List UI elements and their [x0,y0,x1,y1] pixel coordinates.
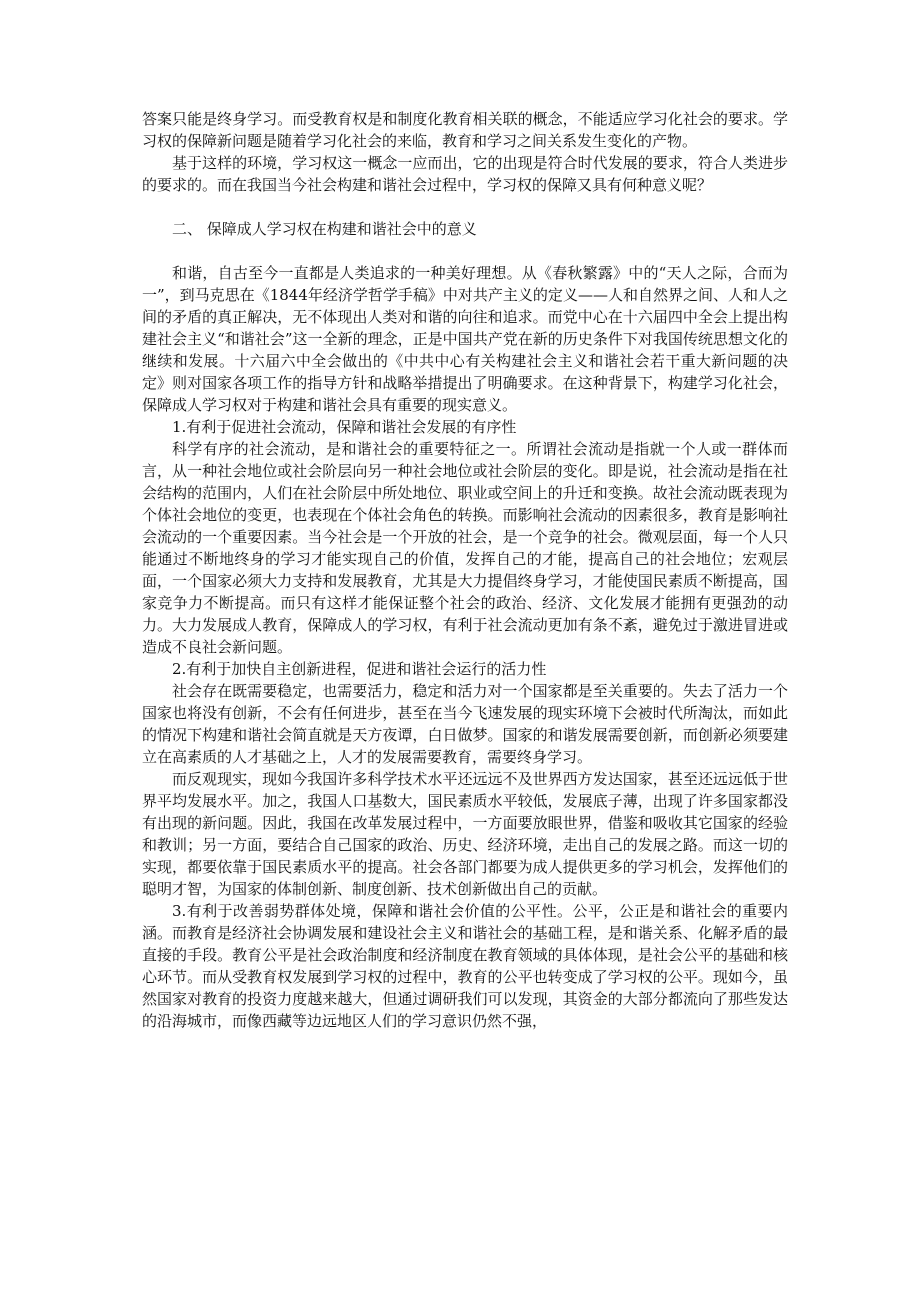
paragraph-innovation-b: 而反观现实，现如今我国许多科学技术水平还远远不及世界西方发达国家，甚至还远远低于世界平均发展水平。加之，我国人口基数大，国民素质水平较低，发展底子薄，出现了许多国家都没有出现的新问题。因此，我国在改革发展过程中，一方面要放眼世界，借鉴和吸收其它国家的经验和教训；另一方面，要结合自己国家的政治、历史、经济环境，走出自己的发展之路。而这一切的实现，都要依靠于国民素质水平的提高。社会各部门都要为成人提供更多的学习机会，发挥他们的聪明才智，为国家的体制创新、制度创新、技术创新做出自己的贡献。 [142,770,788,898]
subheading-1: 1.有利于促进社会流动，保障和谐社会发展的有序性 [172,418,517,436]
paragraph-social-mobility: 科学有序的社会流动，是和谐社会的重要特征之一。所谓社会流动是指就一个人或一群体而言，从一种社会地位或社会阶层向另一种社会地位或社会阶层的变化。即是说，社会流动是指在社会结构的范围内，人们在社会阶层中所处地位、职业或空间上的升迁和变换。故社会流动既表现为个体社会地位的变更，也表现在个体社会角色的转换。而影响社会流动的因素很多，教育是影响社会流动的一个重要因素。当今社会是一个开放的社会，是一个竞争的社会。微观层面，每一个人只能通过不断地终身的学习才能实现自己的价值，发挥自己的才能，提高自己的社会地位；宏观层面，一个国家必须大力支持和发展教育，尤其是大力提倡终身学习，才能使国民素质不断提高，国家竞争力不断提高。而只有这样才能保证整个社会的政治、经济、文化发展才能拥有更强劲的动力。大力发展成人教育，保障成人的学习权，有利于社会流动更加有条不紊，避免过于激进冒进或造成不良社会新问题。 [142,440,788,656]
section-heading: 二、 保障成人学习权在构建和谐社会中的意义 [172,220,477,238]
subheading-2: 2.有利于加快自主创新进程，促进和谐社会运行的活力性 [172,660,547,678]
paragraph-fairness: 3.有利于改善弱势群体处境，保障和谐社会价值的公平性。公平，公正是和谐社会的重要内涵。而教育是经济社会协调发展和建设社会主义和谐社会的基础工程，是和谐关系、化解矛盾的最直接的手段。教育公平是社会政治制度和经济制度在教育领域的具体体现，是社会公平的基础和核心环节。而从受教育权发展到学习权的过程中，教育的公平也转变成了学习权的公平。现如今，虽然国家对教育的投资力度越来越大，但通过调研我们可以发现，其资金的大部分都流向了那些发达的沿海城市，而像西藏等边远地区人们的学习意识仍然不强， [142,902,788,1030]
paragraph-innovation-a: 社会存在既需要稳定，也需要活力，稳定和活力对一个国家都是至关重要的。失去了活力一个国家也将没有创新，不会有任何进步，甚至在当今飞速发展的现实环境下会被时代所淘汰，而如此的情况下构建和谐社会简直就是天方夜谭，白日做梦。国家的和谐发展需要创新，而创新必须要建立在高素质的人才基础之上，人才的发展需要教育，需要终身学习。 [142,682,788,766]
paragraph-harmony: 和谐，自古至今一直都是人类追求的一种美好理想。从《春秋繁露》中的“天人之际，合而为一”，到马克思在《1844年经济学哲学手稿》中对共产主义的定义——人和自然界之间、人和人之间的矛盾的真正解决，无不体现出人类对和谐的向往和追求。而党中心在十六届四中全会上提出构建社会主义“和谐社会”这一全新的理念，正是中国共产党在新的历史条件下对我国传统思想文化的继续和发展。十六届六中全会做出的《中共中心有关构建社会主义和谐社会若干重大新问题的决定》则对国家各项工作的指导方针和战略举措提出了明确要求。在这种背景下，构建学习化社会，保障成人学习权对于构建和谐社会具有重要的现实意义。 [142,264,788,414]
paragraph-environment: 基于这样的环境，学习权这一概念一应而出，它的出现是符合时代发展的要求，符合人类进步的要求的。而在我国当今社会构建和谐社会过程中，学习权的保障又具有何种意义呢？ [142,154,788,194]
spacer [142,196,788,218]
paragraph-intro: 答案只能是终身学习。而受教育权是和制度化教育相关联的概念，不能适应学习化社会的要求。学习权的保障新问题是随着学习化社会的来临，教育和学习之间关系发生变化的产物。 [142,110,788,150]
spacer [142,240,788,262]
document-page [142,108,788,1032]
